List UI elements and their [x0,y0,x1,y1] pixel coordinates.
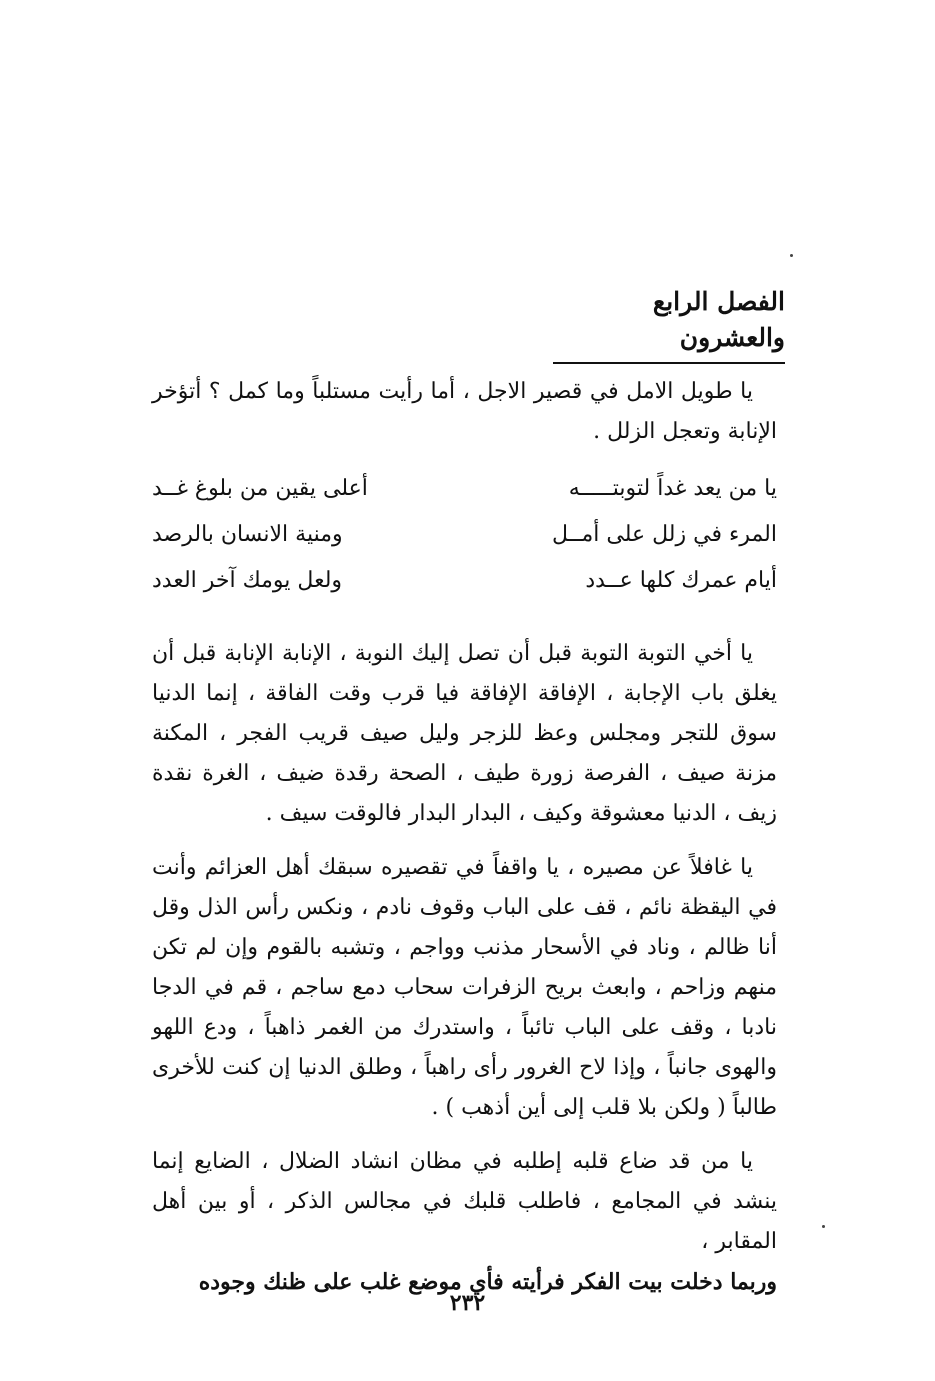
paragraph-3: يا غافلاً عن مصيره ، يا واقفاً في تقصيره سبقك أهل العزائم وأنت في اليقظة نائم ، قف على الباب وقوف نادم ، ونكس رأس الذل وقل أنا ظالم ، وناد في الأسحار مذنب وواجم ، وتشبه بالقوم وإن لم تكن منهم وزاحم ، وابعث بريح الزفرات سحاب دمع ساجم ، قم في الدجا نادبا ، وقف على الباب تائباً ، واستدرك من الغمر ذاهباً ، ودع اللهو والهوى جانباً ، وإذا لاح الغرور رأى راهباً ، وطلق الدنيا إن كنت للأخرى طالباً ( ولكن بلا قلب إلى أين أذهب ) . [152,855,777,1120]
page-body [152,372,777,1302]
paragraph-2: يا أخي التوبة التوبة قبل أن تصل إليك النوبة ، الإنابة الإنابة قبل أن يغلق باب الإجابة ، الإفاقة الإفاقة فيا قرب وقت الفاقة ، إنما الدنيا سوق للتجر ومجلس وعظ للزجر وليل صيف قريب الفجر ، المكنة مزنة صيف ، الفرصة زورة طيف ، الصحة رقدة ضيف ، الغرة نقدة زيف ، الدنيا معشوقة وكيف ، البدار البدار فالوقت سيف . [152,641,777,826]
poem-hemistich-first: المرء في زلل على أمــل [551,522,777,547]
poem-hemistich-first: يا من يعد غداً لتوبتـــــه [568,476,777,501]
poem-line [152,558,777,604]
poem-line [152,512,777,558]
paragraph-4: يا من قد ضاع قلبه إطلبه في مظان انشاد الضلال ، الضايع إنما ينشد في المجامع ، فاطلب قلبك في مجالس الذكر ، أو بين أهل المقابر ، [152,1149,777,1254]
chapter-title: الفصل الرابع والعشرون [553,284,785,364]
poem [152,466,777,604]
scan-speck [822,1225,825,1228]
poem-hemistich-second: أعلى يقين من بلوغ غــد [152,476,368,501]
scan-speck [790,254,793,257]
final-line: وربما دخلت بيت الفكر فرأيته فأي موضع غلب على ظنك وجوده [198,1269,777,1295]
poem-hemistich-second: ومنية الانسان بالرصد [152,522,343,547]
paragraph-1: يا طويل الامل في قصير الاجل ، أما رأيت مستلباً وما كمل ؟ أتؤخر الإنابة وتعجل الزلل . [152,379,777,444]
poem-hemistich-first: أيام عمرك كلها عــدد [585,568,777,593]
poem-hemistich-second: ولعل يومك آخر العدد [152,568,343,593]
page-number: ٢٣٢ [449,1290,486,1316]
poem-line [152,466,777,512]
